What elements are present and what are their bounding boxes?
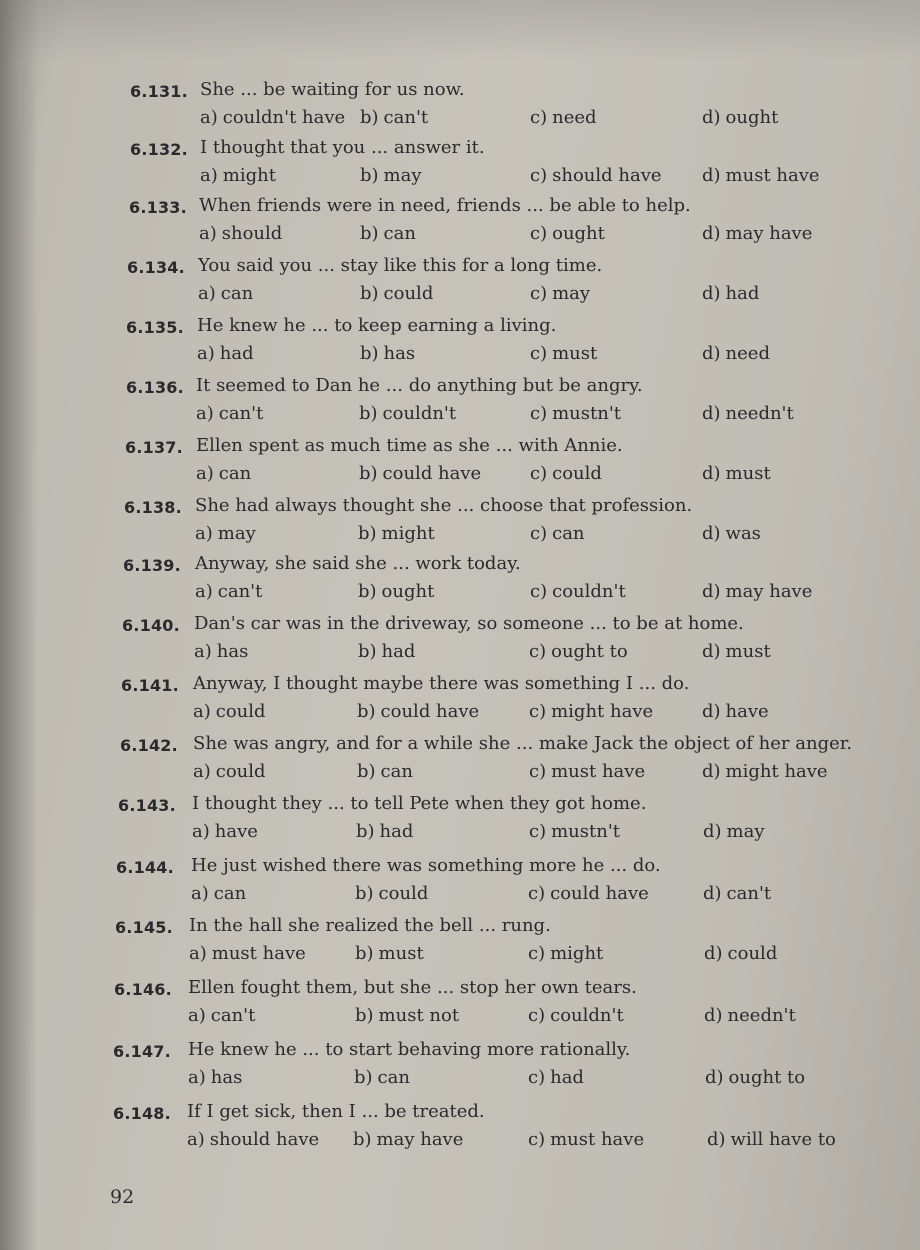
option-b [360,223,416,244]
option-a [193,701,266,722]
exercise-item [0,915,920,978]
option-letter: a) [200,107,218,128]
option-letter: b) [358,581,377,602]
option-c [530,223,605,244]
option-text: can [377,1067,410,1088]
option-text: can't [217,581,263,602]
option-text: must have [725,165,820,186]
option-letter: c) [528,1005,546,1026]
option-c [530,523,585,544]
option-text: may have [376,1129,464,1150]
option-text: can [552,523,585,544]
option-letter: a) [193,701,211,722]
exercise-item [0,315,920,378]
exercise-sentence: He knew he ... to keep earning a living. [197,315,557,336]
exercise-sentence: She had always thought she ... choose that profession. [195,495,693,516]
option-c [528,1005,624,1026]
option-a [192,821,258,842]
option-text: mustn't [551,821,621,842]
option-d [702,107,778,128]
option-letter: d) [702,581,721,602]
option-a [195,523,256,544]
option-letter: b) [355,943,374,964]
option-a [196,463,251,484]
option-text: has [210,1067,243,1088]
option-text: might have [725,761,828,782]
exercise-sentence: You said you ... stay like this for a long time. [198,255,603,276]
exercise-item [0,375,920,438]
exercise-number: 6.147. [113,1042,171,1061]
option-letter: a) [196,463,214,484]
option-letter: b) [359,463,378,484]
exercise-item [0,553,920,616]
option-letter: b) [360,165,379,186]
option-letter: c) [530,403,548,424]
option-letter: d) [702,463,721,484]
option-text: has [383,343,416,364]
option-a [198,283,253,304]
option-c [528,943,603,964]
option-c [529,821,620,842]
option-text: need [552,107,597,128]
option-letter: d) [704,1005,723,1026]
option-letter: c) [530,223,548,244]
option-letter: a) [195,523,213,544]
option-a [200,165,276,186]
option-letter: a) [199,223,217,244]
option-letter: a) [188,1005,206,1026]
option-c [530,581,626,602]
option-a [187,1129,319,1150]
option-c [530,165,662,186]
exercise-item [0,855,920,918]
option-text: could [727,943,778,964]
exercise-number: 6.140. [122,616,180,635]
option-letter: c) [529,821,547,842]
option-text: may have [725,581,813,602]
option-text: must [725,463,771,484]
option-d [702,223,812,244]
option-text: could [378,883,429,904]
option-b [354,1067,410,1088]
option-text: must have [551,761,646,782]
exercise-number: 6.145. [115,918,173,937]
option-text: ought [552,223,605,244]
option-letter: a) [187,1129,205,1150]
exercise-sentence: Anyway, I thought maybe there was something I ... do. [193,673,690,694]
option-c [529,761,645,782]
exercise-sentence: Ellen spent as much time as she ... with Annie. [196,435,623,456]
option-letter: a) [195,581,213,602]
option-b [358,523,435,544]
option-text: might [222,165,276,186]
option-letter: d) [702,761,721,782]
option-letter: b) [356,821,375,842]
option-c [528,1129,644,1150]
option-text: had [379,821,414,842]
option-b [360,107,428,128]
option-d [703,821,765,842]
option-text: could [552,463,602,484]
option-letter: b) [359,403,378,424]
option-letter: b) [355,883,374,904]
option-text: ought [381,581,435,602]
exercise-item [0,1039,920,1102]
option-b [360,343,415,364]
option-d [702,403,794,424]
exercise-item [0,137,920,200]
option-text: has [216,641,249,662]
exercise-number: 6.137. [125,438,183,457]
exercise-sentence: When friends were in need, friends ... be able to help. [199,195,691,216]
option-letter: a) [188,1067,206,1088]
exercise-item [0,79,920,142]
exercise-number: 6.139. [123,556,181,575]
option-a [189,943,306,964]
exercise-number: 6.132. [130,140,188,159]
option-b [357,761,413,782]
option-text: must [725,641,771,662]
option-text: might [381,523,435,544]
option-text: can [213,883,247,904]
option-text: can't [210,1005,256,1026]
option-text: might [550,943,604,964]
option-d [704,943,777,964]
option-b [353,1129,463,1150]
option-text: ought [725,107,779,128]
option-letter: d) [702,343,721,364]
option-d [702,701,769,722]
option-text: can [220,283,254,304]
option-letter: d) [707,1129,726,1150]
option-d [702,581,812,602]
option-a [194,641,248,662]
exercise-number: 6.144. [116,858,174,877]
option-a [195,581,262,602]
exercise-number: 6.135. [126,318,184,337]
option-letter: d) [702,403,721,424]
option-d [702,283,759,304]
option-letter: c) [530,107,548,128]
option-letter: a) [191,883,209,904]
option-b [359,463,481,484]
option-letter: b) [357,701,376,722]
option-c [528,883,649,904]
option-letter: c) [528,1067,546,1088]
exercise-item [0,673,920,736]
option-letter: b) [354,1067,373,1088]
option-b [356,821,413,842]
option-letter: d) [703,821,722,842]
option-text: ought to [551,641,628,662]
exercise-sentence: Dan's car was in the driveway, so someone ... to be at home. [194,613,744,634]
option-letter: c) [530,165,548,186]
exercise-item [0,613,920,676]
option-text: can't [218,403,264,424]
option-b [355,943,424,964]
option-letter: c) [530,283,548,304]
option-a [197,343,254,364]
option-letter: a) [198,283,216,304]
option-letter: c) [528,883,546,904]
option-text: ought to [728,1067,806,1088]
option-text: should have [552,165,662,186]
exercise-item [0,977,920,1040]
option-c [530,107,597,128]
option-b [355,883,428,904]
exercise-number: 6.146. [114,980,172,999]
option-text: may have [725,223,813,244]
option-text: could have [380,701,480,722]
option-text: had [725,283,760,304]
option-text: mustn't [552,403,622,424]
option-b [359,403,456,424]
option-letter: d) [703,883,722,904]
exercise-number: 6.136. [126,378,184,397]
option-letter: d) [702,523,721,544]
exercise-sentence: It seemed to Dan he ... do anything but be angry. [196,375,643,396]
option-text: had [219,343,254,364]
option-letter: c) [530,343,548,364]
option-letter: a) [200,165,218,186]
option-text: may [217,523,256,544]
option-text: must [552,343,598,364]
exercise-number: 6.141. [121,676,179,695]
option-letter: d) [702,283,721,304]
option-b [357,701,479,722]
exercise-number: 6.133. [129,198,187,217]
option-d [703,883,771,904]
option-a [188,1005,255,1026]
option-letter: b) [360,343,379,364]
option-letter: c) [529,761,547,782]
option-text: may [383,165,422,186]
exercise-sentence: He knew he ... to start behaving more rationally. [188,1039,631,1060]
option-text: couldn't [382,403,457,424]
option-text: should [221,223,283,244]
option-a [196,403,263,424]
option-c [530,283,590,304]
option-c [528,1067,584,1088]
option-text: have [214,821,258,842]
exercise-number: 6.143. [118,796,176,815]
option-letter: c) [528,1129,546,1150]
option-d [702,761,828,782]
option-letter: c) [530,581,548,602]
exercise-item [0,195,920,258]
exercise-number: 6.142. [120,736,178,755]
option-text: was [725,523,761,544]
option-letter: a) [196,403,214,424]
option-letter: a) [197,343,215,364]
option-text: must not [378,1005,460,1026]
option-c [530,463,602,484]
option-letter: d) [705,1067,724,1088]
option-letter: a) [192,821,210,842]
option-text: could have [382,463,482,484]
option-text: can't [726,883,772,904]
option-a [199,223,282,244]
option-letter: b) [355,1005,374,1026]
option-letter: c) [528,943,546,964]
exercise-number: 6.134. [127,258,185,277]
option-text: can [380,761,413,782]
exercise-sentence: Anyway, she said she ... work today. [195,553,521,574]
option-c [530,403,621,424]
option-b [360,165,422,186]
exercise-sentence: If I get sick, then I ... be treated. [187,1101,485,1122]
option-letter: d) [702,701,721,722]
option-letter: b) [358,523,377,544]
exercise-item [0,733,920,796]
option-text: had [550,1067,584,1088]
option-a [191,883,246,904]
option-letter: d) [704,943,723,964]
exercise-item [0,1101,920,1164]
option-text: may [552,283,591,304]
exercise-item [0,495,920,558]
option-text: will have to [730,1129,836,1150]
option-text: could [215,761,266,782]
option-d [704,1005,796,1026]
option-text: couldn't [552,581,626,602]
option-c [529,701,653,722]
option-text: have [725,701,769,722]
option-text: should have [209,1129,320,1150]
option-text: couldn't [550,1005,624,1026]
option-letter: c) [529,641,547,662]
option-c [530,343,597,364]
option-text: needn't [725,403,794,424]
option-letter: a) [189,943,207,964]
exercise-item [0,255,920,318]
option-letter: c) [529,701,547,722]
option-a [200,107,345,128]
option-a [193,761,266,782]
option-text: needn't [727,1005,796,1026]
option-letter: c) [530,523,548,544]
exercise-sentence: In the hall she realized the bell ... rung. [189,915,551,936]
option-b [358,641,415,662]
option-a [188,1067,242,1088]
option-text: might have [551,701,654,722]
option-text: must [378,943,424,964]
option-d [707,1129,836,1150]
exercise-number: 6.138. [124,498,182,517]
page-number: 92 [110,1186,135,1208]
option-text: could [383,283,434,304]
option-letter: b) [360,107,379,128]
exercise-number: 6.131. [130,82,188,101]
exercise-number: 6.148. [113,1104,171,1123]
option-text: must have [211,943,306,964]
option-letter: a) [193,761,211,782]
option-d [702,343,770,364]
option-letter: d) [702,165,721,186]
option-text: need [725,343,770,364]
option-text: had [381,641,416,662]
option-text: could have [550,883,649,904]
option-text: can [383,223,416,244]
option-letter: c) [530,463,548,484]
option-letter: a) [194,641,212,662]
option-d [705,1067,805,1088]
option-text: couldn't have [222,107,346,128]
exercise-item [0,435,920,498]
option-d [702,523,761,544]
exercise-sentence: I thought that you ... answer it. [200,137,485,158]
option-c [529,641,628,662]
option-b [358,581,434,602]
option-d [702,641,771,662]
exercise-sentence: I thought they ... to tell Pete when they got home. [192,793,647,814]
option-b [355,1005,459,1026]
option-d [702,463,771,484]
exercise-sentence: She was angry, and for a while she ... make Jack the object of her anger. [193,733,853,754]
option-letter: d) [702,641,721,662]
exercise-sentence: He just wished there was something more he ... do. [191,855,661,876]
exercise-item [0,793,920,856]
option-text: could [215,701,266,722]
option-letter: b) [353,1129,372,1150]
option-letter: b) [357,761,376,782]
exercise-sentence: Ellen fought them, but she ... stop her own tears. [188,977,637,998]
option-letter: b) [360,283,379,304]
option-letter: d) [702,107,721,128]
option-text: can [218,463,252,484]
exercise-sentence: She ... be waiting for us now. [200,79,465,100]
option-b [360,283,433,304]
option-text: may [726,821,765,842]
option-d [702,165,820,186]
option-text: can't [383,107,429,128]
option-letter: b) [358,641,377,662]
option-letter: d) [702,223,721,244]
option-letter: b) [360,223,379,244]
option-text: must have [550,1129,645,1150]
